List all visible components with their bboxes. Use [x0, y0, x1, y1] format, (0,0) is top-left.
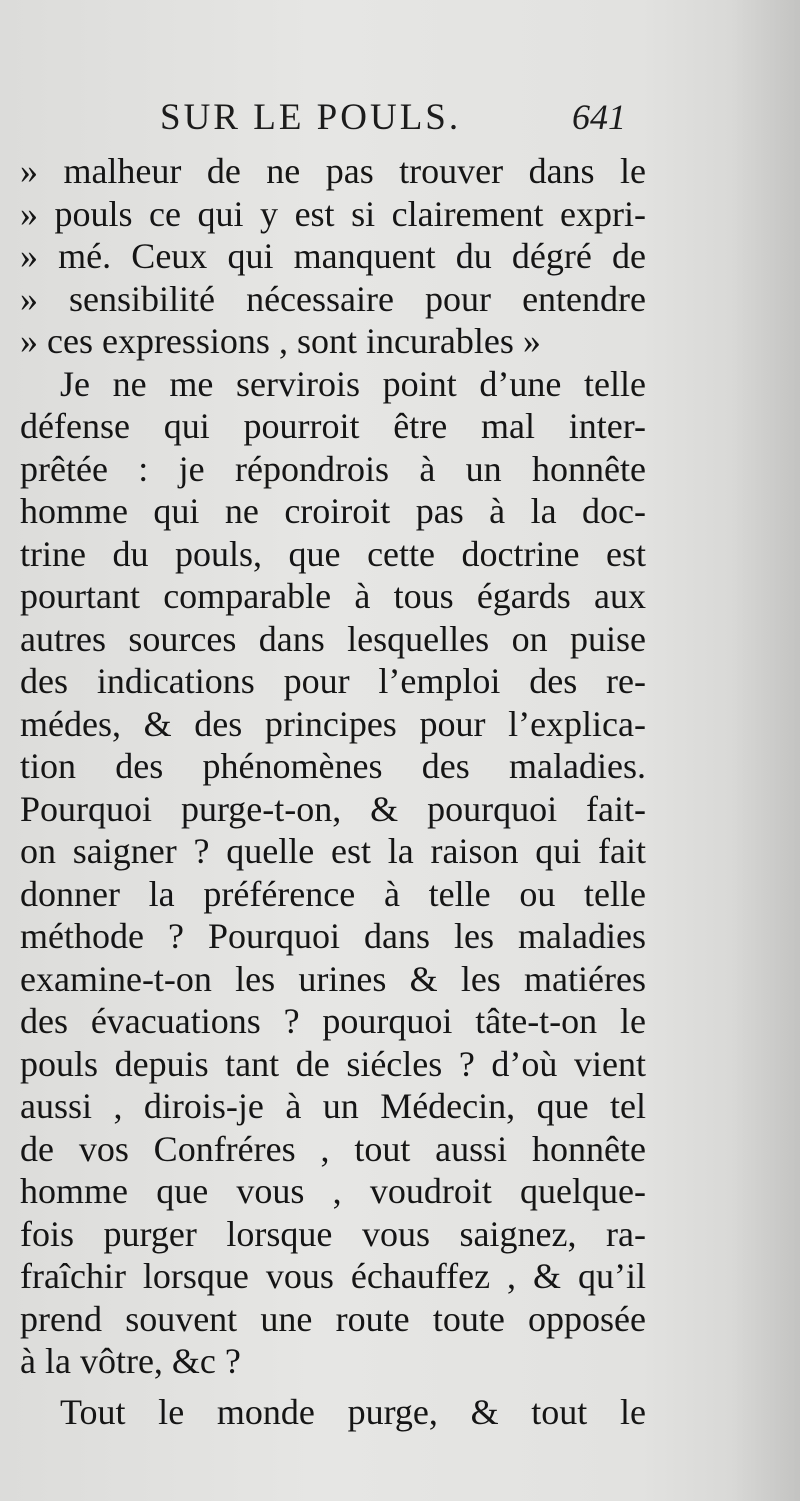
text-line: fraîchir lorsque vous échauffez , & qu’il: [20, 1256, 646, 1296]
text-line: » ces expressions , sont incurables »: [20, 321, 541, 361]
text-line: prêtée : je répondrois à un honnête: [20, 448, 646, 489]
running-title: SUR LE POULS.: [160, 97, 462, 138]
text-line: défense qui pourroit être mal inter-: [20, 406, 646, 446]
page-number: 641: [572, 97, 626, 137]
text-line: tion des phénomènes des maladies.: [20, 746, 646, 786]
text-line: trine du pouls, que cette doctrine est: [20, 533, 646, 574]
text-line: Pourquoi purge-t-on, & pourquoi fait-: [20, 788, 646, 829]
text-line: pourtant comparable à tous égards aux: [20, 576, 646, 616]
text-line: donner la préférence à telle ou telle: [20, 873, 646, 914]
text-line: des indications pour l’emploi des re-: [20, 661, 646, 701]
text-line: aussi , dirois-je à un Médecin, que tel: [20, 1086, 646, 1126]
text-line: homme qui ne croiroit pas à la doc-: [20, 491, 646, 531]
text-line: » sensibilité nécessaire pour entendre: [20, 278, 646, 319]
paragraph-gap: [20, 1383, 646, 1391]
text-line: médes, & des principes pour l’explica-: [20, 703, 646, 744]
text-line: à la vôtre, &c ?: [20, 1341, 241, 1381]
text-line: homme que vous , voudroit quelque-: [20, 1171, 646, 1211]
text-line: » pouls ce qui y est si clairement expri-: [20, 193, 646, 234]
text-line: des évacuations ? pourquoi tâte-t-on le: [20, 1001, 646, 1041]
body-text: [20, 150, 646, 1433]
text-line: examine-t-on les urines & les matiéres: [20, 958, 646, 999]
text-line: pouls depuis tant de siécles ? d’où vient: [20, 1043, 646, 1084]
text-line: Je ne me servirois point d’une telle: [60, 363, 646, 404]
page-edge-shadow: [730, 0, 800, 1501]
text-line: de vos Confréres , tout aussi honnête: [20, 1128, 646, 1169]
text-line: fois purger lorsque vous saignez, ra-: [20, 1213, 646, 1254]
text-line: on saigner ? quelle est la raison qui fait: [20, 831, 646, 871]
text-line: » malheur de ne pas trouver dans le: [20, 151, 646, 191]
text-line: autres sources dans lesquelles on puise: [20, 618, 646, 659]
text-line: Tout le monde purge, & tout le: [60, 1391, 646, 1432]
text-line: prend souvent une route toute opposée: [20, 1298, 646, 1339]
text-line: méthode ? Pourquoi dans les maladies: [20, 916, 646, 956]
text-line: » mé. Ceux qui manquent du dégré de: [20, 236, 646, 276]
